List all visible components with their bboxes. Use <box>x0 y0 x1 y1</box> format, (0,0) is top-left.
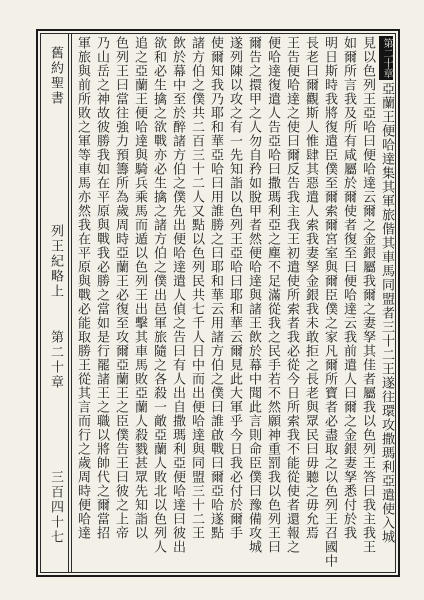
header-divider <box>68 33 69 573</box>
text-column: 軍旅與前所敗之軍等車馬亦然我在平原與戰必能取勝王從其言而行之歲周時便哈達 <box>75 36 90 540</box>
header-divider-inner <box>71 33 72 573</box>
scripture-text <box>73 36 396 570</box>
text-column: 見以色列王亞哈曰便哈達云爾之金銀屬我爾之妻孥其佳者屬我以色列王答曰我主我王 <box>360 36 375 554</box>
page-number: 三百四十七 <box>48 470 63 545</box>
text-column: 明日斯時我將復遣臣僕至爾索爾宮室與爾臣僕之家凡爾所寶者必盡取之以色列王召國中 <box>322 36 337 568</box>
text-column: 王告便哈達之使曰爾反告我主我王初遣使所索者我必從今日所索我不能從使者還報之 <box>284 36 299 554</box>
text-column: 便哈達復遣人告亞哈曰撒瑪利亞之塵不足滿從我之民手若不然願神重罰我以色列王曰 <box>265 36 280 554</box>
text-column: 遂列陳以攻之有一先知詣以色列王亞哈曰耶和華云爾見此大軍乎今日我必付於爾手 <box>227 36 242 540</box>
text-column: 爾告之擐甲之人勿自矜如脫甲者然便哈達與諸王飲於幕中聞此言則命臣僕曰豫備攻城 <box>246 36 261 554</box>
text-column: 如爾所言我及所有咸屬於爾使者復至曰便哈達云我前遣人曰爾之金銀妻孥悉付於我 <box>341 36 356 540</box>
text-column: 欲和必生擒之欲戰亦必生擒之諸方伯之僕出邑軍旅隨之各殺一敵亞蘭人敗北以色列人 <box>151 36 166 554</box>
text-column: 長老曰爾觀斯人惟肆其惡遣人索我妻孥金銀我未敢拒之長老與眾民曰毋聽之毋允焉 <box>303 36 318 540</box>
text-column: 諸方伯之僕共二百三十二人又點以色列民共七千人日中而出便哈達與同盟三十二王 <box>189 36 204 540</box>
chapter-label: 第二十章 <box>48 330 63 390</box>
column-text: 亞蘭王便哈達集其軍旅偕其車馬同盟者三十二王遂往環攻撒瑪利亞遣使入城 <box>379 82 394 544</box>
text-column: 乃山岳之神故彼勝我如在平原與戰我必勝之當如是行罷諸王之職以將帥代之爾當招 <box>94 36 109 540</box>
chapter-marker: 第二十章 <box>381 38 392 78</box>
text-column <box>377 36 396 570</box>
text-column: 追之亞蘭王便哈達與騎兵乘馬而遁以色列王出擊其車馬敗亞蘭人殺戮甚眾先知詣以 <box>132 36 147 540</box>
running-title: 舊約聖書 <box>48 46 63 106</box>
text-column: 色列王曰當往強力預籌所為歲周時亞蘭王必復至攻爾亞蘭王之臣僕告王曰彼之上帝 <box>113 36 128 540</box>
text-column: 使爾知我乃耶和華亞哈曰用誰勝之曰耶和華云用諸方伯之僕曰誰啟戰曰爾亞哈遂點 <box>208 36 223 540</box>
book-name: 列王紀略上 <box>48 224 63 299</box>
text-column: 飲於幕中至於醉諸方伯之僕先出便哈達遣人偵之告曰有人出自撒瑪利亞便哈達曰彼出 <box>170 36 185 554</box>
